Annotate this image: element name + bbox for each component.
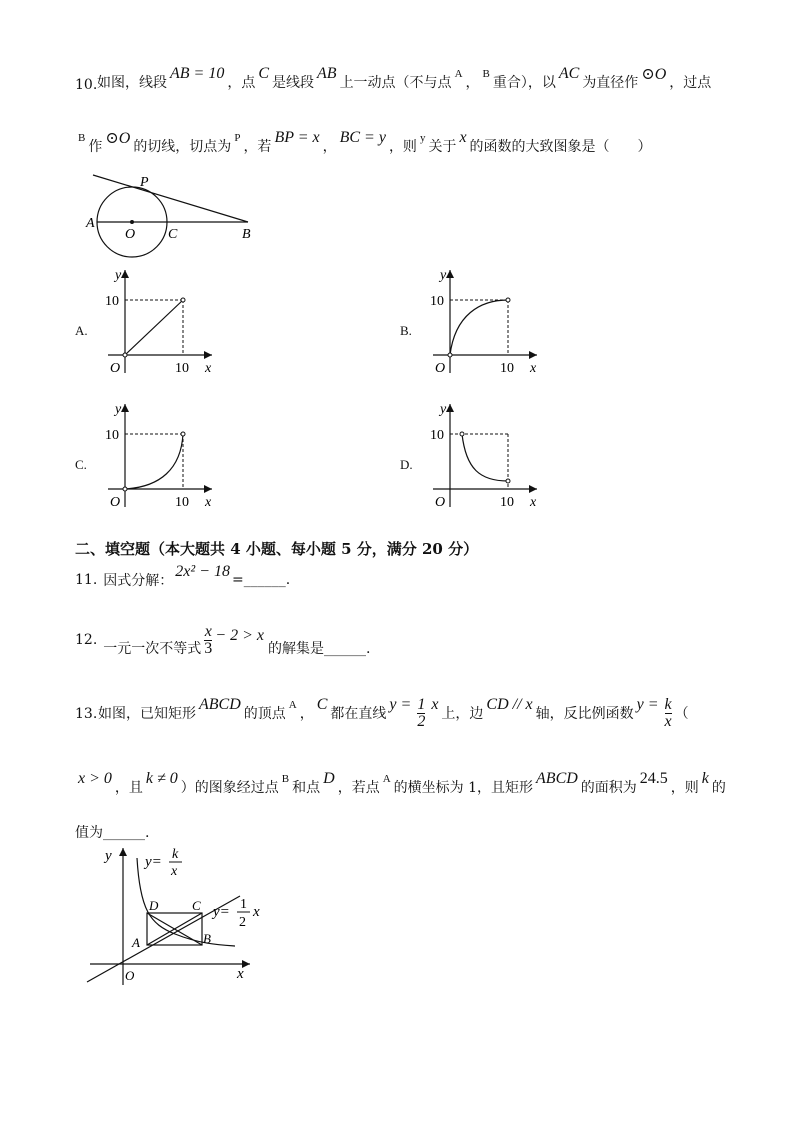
inline-fraction: $\frac{k}{x}$ bbox=[664, 695, 672, 730]
text-run: ， bbox=[322, 139, 337, 155]
math-run: 24.5 bbox=[639, 770, 668, 787]
text-run: ， bbox=[465, 75, 480, 91]
q10-circle-figure bbox=[80, 165, 265, 270]
math-run: ⊙O bbox=[105, 130, 131, 147]
q12-text: 一元一次不等式 bbox=[103, 641, 202, 657]
text-run: 的横坐标为 1，且矩形 bbox=[393, 780, 534, 796]
axis-label-y: y bbox=[440, 402, 447, 417]
label-C: C bbox=[168, 227, 178, 242]
math-run: AB bbox=[317, 65, 337, 82]
text-run: 的 bbox=[711, 780, 726, 796]
math-run: k ≠ 0 bbox=[145, 770, 178, 787]
text-run: ，则 bbox=[670, 780, 699, 796]
tick-label-10-y: 10 bbox=[105, 294, 119, 309]
text-run: 轴，反比例函数 bbox=[535, 706, 634, 722]
math-run: ABCD bbox=[536, 770, 578, 787]
label-P: P bbox=[140, 175, 149, 190]
tick-label-10-x: 10 bbox=[500, 361, 514, 376]
axis-label-x: x bbox=[530, 361, 537, 376]
math-run: D bbox=[323, 770, 335, 787]
function-curve bbox=[462, 434, 508, 481]
math-run: BC = y bbox=[339, 129, 386, 146]
tick-label-10-x: 10 bbox=[500, 495, 514, 510]
open-endpoint bbox=[448, 353, 452, 357]
open-endpoint bbox=[123, 487, 127, 491]
q13-label-o: O bbox=[125, 968, 135, 983]
small-symbol: B bbox=[78, 132, 86, 144]
math-run: BP = x bbox=[274, 129, 320, 146]
open-endpoint bbox=[181, 432, 185, 436]
text-run: 上一动点（不与点 bbox=[339, 75, 452, 91]
option-d-graph bbox=[425, 399, 550, 511]
option-a-graph bbox=[100, 265, 225, 377]
q12-fraction: $\frac{x}{3}$ bbox=[204, 622, 213, 657]
axis-label-y: y bbox=[115, 402, 122, 417]
text-run: ，点 bbox=[227, 75, 256, 91]
q10-number: 10. bbox=[75, 77, 98, 93]
text-run: 的顶点 bbox=[243, 706, 286, 722]
function-curve bbox=[450, 300, 508, 355]
text-run: 作 bbox=[88, 139, 103, 155]
option-c-label[interactable]: C. bbox=[75, 457, 87, 472]
q13-label-x: x bbox=[237, 966, 244, 982]
math-run: CD // x bbox=[486, 696, 533, 713]
open-endpoint bbox=[181, 298, 185, 302]
x-arrow bbox=[529, 485, 537, 493]
q13-label-C: C bbox=[192, 898, 201, 913]
option-b-graph bbox=[425, 265, 550, 377]
text-run: 的函数的大致图象是（ ） bbox=[469, 139, 652, 155]
function-curve bbox=[125, 434, 183, 489]
q11-blank: =______. bbox=[231, 572, 291, 588]
q12-number: 12. bbox=[75, 632, 98, 648]
math-run: C bbox=[258, 65, 270, 82]
q10-line1 bbox=[97, 64, 711, 100]
q12-blank: 的解集是______. bbox=[267, 641, 371, 657]
q13-eq2-den: 2 bbox=[239, 915, 246, 930]
origin-label: O bbox=[110, 495, 121, 510]
q13-line2 bbox=[75, 769, 726, 805]
y-arrow bbox=[446, 270, 454, 278]
q13-eq1-num: k bbox=[172, 847, 179, 862]
q13-label-y: y bbox=[105, 848, 112, 864]
q11 bbox=[75, 562, 290, 598]
small-symbol: P bbox=[234, 132, 241, 144]
axis-label-x: x bbox=[205, 361, 212, 376]
text-run: 为直径作 bbox=[582, 75, 639, 91]
math-run: x bbox=[459, 129, 467, 146]
math-run: k bbox=[701, 770, 709, 787]
text-run: ，且 bbox=[114, 780, 143, 796]
q13-eq2-num: 1 bbox=[240, 897, 247, 912]
math-run: AC bbox=[558, 65, 580, 82]
y-arrow bbox=[121, 404, 129, 412]
option-b-label[interactable]: B. bbox=[400, 323, 412, 338]
tick-label-10-y: 10 bbox=[430, 428, 444, 443]
open-endpoint bbox=[123, 353, 127, 357]
q13-line1 bbox=[98, 688, 689, 738]
math-run: ABCD bbox=[199, 696, 241, 713]
text-run: ，过点 bbox=[669, 75, 712, 91]
x-arrow bbox=[204, 485, 212, 493]
axis-label-x: x bbox=[205, 495, 212, 510]
text-run: 如图，已知矩形 bbox=[98, 706, 196, 722]
math-run: y = bbox=[389, 696, 412, 713]
small-symbol: A bbox=[454, 68, 463, 80]
math-run: x > 0 bbox=[78, 770, 112, 787]
text-run: 的面积为 bbox=[580, 780, 637, 796]
q13-label-B: B bbox=[203, 931, 211, 946]
axis-label-y: y bbox=[115, 268, 122, 283]
math-run: x bbox=[431, 696, 439, 713]
text-run: ，若点 bbox=[337, 780, 380, 796]
q12-rest: − 2 > x bbox=[215, 627, 264, 644]
option-a-label[interactable]: A. bbox=[75, 323, 88, 338]
inline-fraction: $\frac{1}{2}$ bbox=[417, 695, 426, 730]
q11-expr: 2x² − 18 bbox=[175, 563, 230, 580]
label-A: A bbox=[86, 216, 95, 231]
open-endpoint bbox=[506, 479, 510, 483]
x-arrow bbox=[529, 351, 537, 359]
small-symbol: A bbox=[288, 699, 297, 711]
section-title: 二、填空题（本大题共 4 小题、每小题 5 分，满分 20 分） bbox=[75, 540, 479, 558]
tick-label-10-y: 10 bbox=[430, 294, 444, 309]
q11-number: 11. bbox=[75, 572, 98, 588]
text-run: ，若 bbox=[243, 139, 272, 155]
text-run: 是线段 bbox=[272, 75, 315, 91]
label-B: B bbox=[242, 227, 251, 242]
q13-eq1-den: x bbox=[171, 864, 178, 879]
tick-label-10-y: 10 bbox=[105, 428, 119, 443]
y-arrow bbox=[446, 404, 454, 412]
q10-line2 bbox=[75, 128, 652, 164]
math-run: AB = 10 bbox=[170, 65, 225, 82]
text-run: 的切线，切点为 bbox=[133, 139, 232, 155]
axis-label-y: y bbox=[440, 268, 447, 283]
open-endpoint bbox=[460, 432, 464, 436]
q13-label-D: D bbox=[149, 898, 159, 913]
math-run: y = bbox=[636, 696, 659, 713]
origin-label: O bbox=[435, 495, 446, 510]
small-symbol: y bbox=[419, 132, 426, 144]
open-endpoint bbox=[506, 298, 510, 302]
y-arrow bbox=[121, 270, 129, 278]
q13-line3: 值为______. bbox=[75, 825, 150, 841]
label-O: O bbox=[125, 227, 136, 242]
option-d-label[interactable]: D. bbox=[400, 457, 413, 472]
q13-number: 13. bbox=[75, 706, 98, 722]
small-symbol: A bbox=[382, 773, 391, 785]
origin-label: O bbox=[435, 361, 446, 376]
text-run: 都在直线 bbox=[330, 706, 387, 722]
q13-eq2-x: x bbox=[253, 904, 260, 920]
q12 bbox=[75, 615, 370, 665]
text-run: ， bbox=[299, 706, 314, 722]
text-run: 重合），以 bbox=[492, 75, 556, 91]
tick-label-10-x: 10 bbox=[175, 361, 189, 376]
text-run: 上，边 bbox=[441, 706, 484, 722]
text-run: （ bbox=[674, 706, 689, 722]
q13-eq2-lhs: y= bbox=[213, 904, 230, 920]
small-symbol: B bbox=[482, 68, 490, 80]
small-symbol: B bbox=[281, 773, 290, 785]
q13-eq1-lhs: y= bbox=[145, 854, 162, 870]
origin-label: O bbox=[110, 361, 121, 376]
math-run: ⊙O bbox=[641, 66, 667, 83]
axis-label-x: x bbox=[530, 495, 537, 510]
q13-label-A: A bbox=[132, 935, 140, 950]
x-arrow bbox=[204, 351, 212, 359]
q13-figure bbox=[85, 840, 285, 990]
q11-text: 因式分解： bbox=[103, 573, 174, 589]
text-run: ）的图象经过点 bbox=[180, 780, 279, 796]
text-run: ，则 bbox=[388, 139, 417, 155]
option-c-graph bbox=[100, 399, 225, 511]
function-curve bbox=[125, 300, 183, 355]
text-run: 如图，线段 bbox=[97, 75, 167, 91]
math-run: C bbox=[316, 696, 328, 713]
text-run: 和点 bbox=[292, 780, 321, 796]
tick-label-10-x: 10 bbox=[175, 495, 189, 510]
text-run: 关于 bbox=[428, 139, 457, 155]
